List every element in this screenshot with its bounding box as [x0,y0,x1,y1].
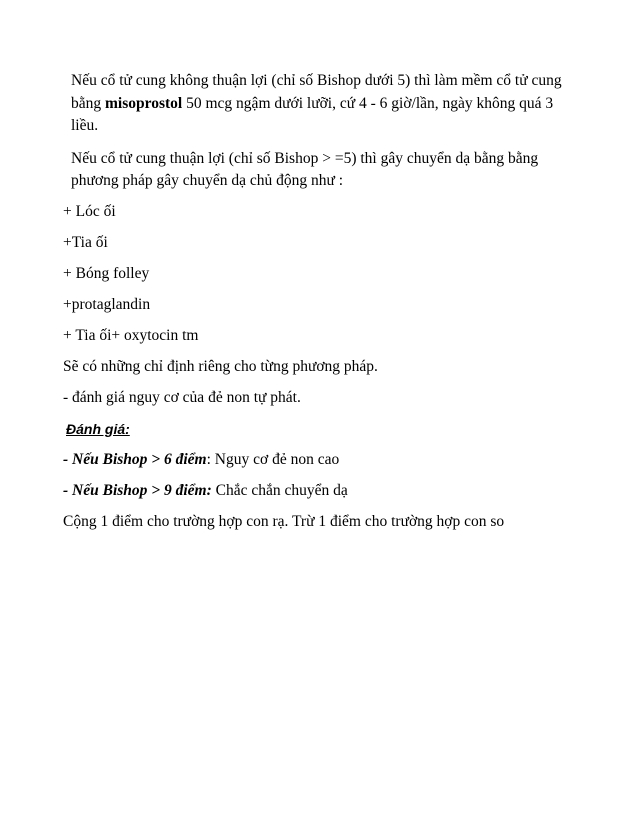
criterion-text: Chắc chắn chuyển dạ [211,481,348,499]
note-line: Sẽ có những chỉ định riêng cho từng phương pháp. [63,357,378,375]
final-line: Cộng 1 điểm cho trường hợp con rạ. Trừ 1 điểm cho trường hợp con so [63,512,505,530]
paragraph-text: 50 mcg ngậm dưới lưỡi, cứ 4 - 6 giờ/lần, ngày không quá 3 liều. [71,94,554,134]
criterion-line [63,449,583,471]
criterion-sep: : [206,450,211,468]
paragraph-text: Nếu cổ tử cung không thuận lợi (chỉ số Bishop dưới 5) thì làm mềm cổ tử cung bằng [71,72,562,112]
criterion-line [63,480,583,502]
paragraph-induction: Nếu cổ tử cung thuận lợi (chỉ số Bishop > =5) thì gây chuyển dạ bằng bằng phương pháp gây chuyển dạ chủ động như : [71,149,539,189]
criterion-label: - Nếu Bishop > 9 điểm: [63,481,212,499]
criterion-text: Nguy cơ đẻ non cao [210,450,340,468]
drug-name: misoprostol [105,94,183,112]
method-item: + Lóc ối [63,202,116,220]
paragraph-misoprostol [63,70,583,138]
document-body [63,70,583,542]
criterion-label: - Nếu Bishop > 6 điểm [63,450,207,468]
section-heading: Đánh giá: [66,420,130,437]
risk-line: - đánh giá nguy cơ của đẻ non tự phát. [63,388,301,406]
method-item: + Tia ối+ oxytocin tm [63,326,199,344]
method-item: +protaglandin [63,295,151,313]
method-item: + Bóng folley [63,264,150,282]
method-item: +Tia ối [63,233,108,251]
